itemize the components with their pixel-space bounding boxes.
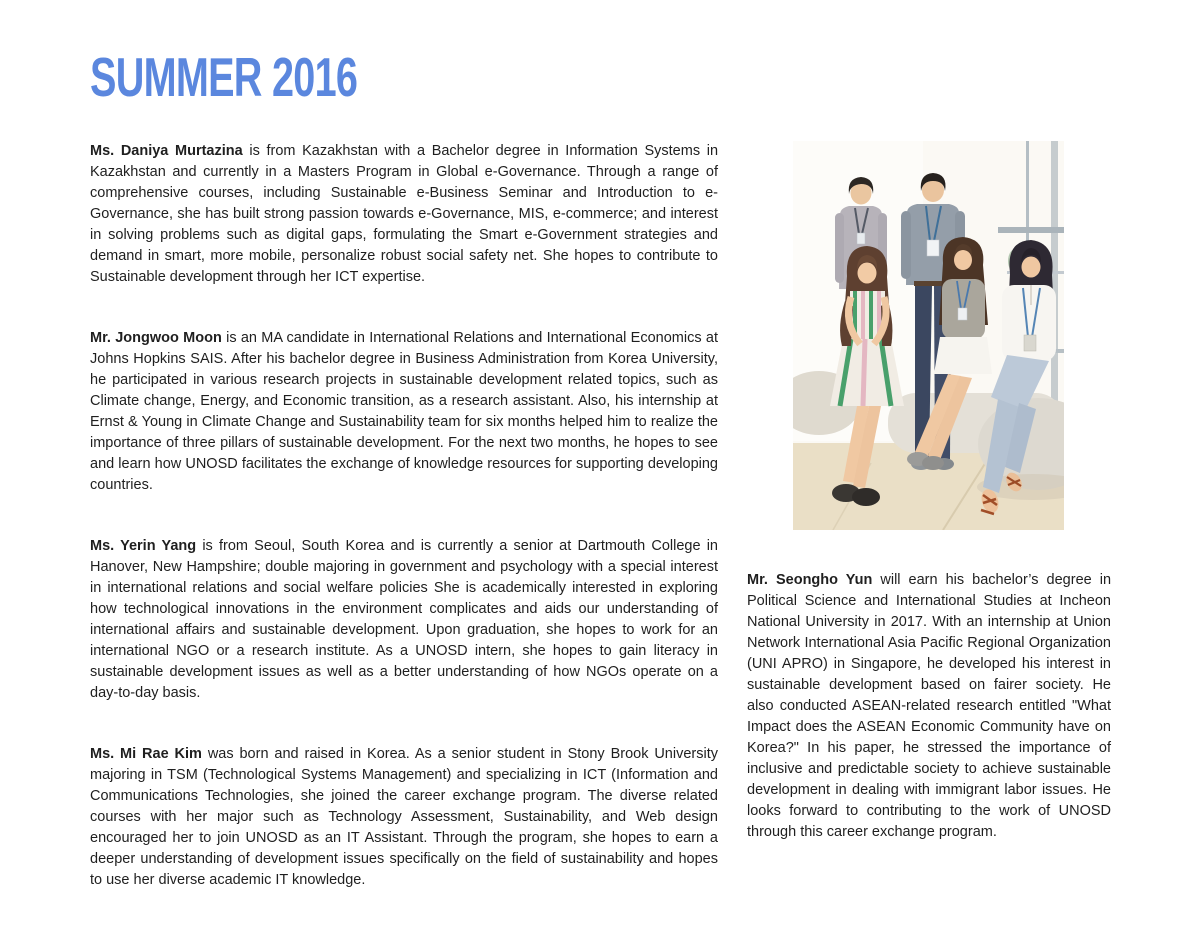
profile-yerin-yang bbox=[90, 536, 718, 704]
profile-seongho-yun bbox=[747, 570, 1111, 843]
profile-bio-text: is from Seoul, South Korea and is currently a senior at Dartmouth College in Hanover, New Hampshire; double majoring in government and psychology with a special interest in international relations and social welfare policies She is academically interested in exploring how technological innovations in the environment complicates and aids our understanding of international affairs and sustainable development. Upon graduation, she hopes to work for an international NGO or a research institute. As a UNOSD intern, she hopes to gain literacy in sustainable development issues as well as a better understanding of how NGOs operate on a day-to-day basis. bbox=[90, 538, 718, 701]
profile-mi-rae-kim bbox=[90, 744, 718, 891]
profile-name: Ms. Yerin Yang bbox=[90, 538, 197, 554]
profile-name: Ms. Mi Rae Kim bbox=[90, 746, 202, 762]
profile-daniya-murtazina bbox=[90, 141, 718, 288]
profile-bio-text: is from Kazakhstan with a Bachelor degree in Information Systems in Kazakhstan and currently in a Masters Program in Global e-Governance. Through a range of comprehensive courses, including Sustainable e-Business Seminar and Introduction to e-Governance, she has built strong passion towards e-Governance, MIS, e-commerce; and interest in solving problems such as digital gaps, formulating the Smart e-Government strategies and demand in smart, more mobile, personalize robust social safety net. She hopes to contribute to Sustainable development through her ICT expertise. bbox=[90, 143, 719, 285]
profile-name: Mr. Jongwoo Moon bbox=[90, 330, 222, 346]
profile-name: Ms. Daniya Murtazina bbox=[90, 143, 243, 159]
profiles-column-left bbox=[90, 141, 718, 931]
profile-bio-text: was born and raised in Korea. As a senior student in Stony Brook University majoring in TSM (Technological Systems Management) and specializing in ICT (Information and Communications Technologies, she joined the career exchange program. The diverse related courses with her major such as Technology Assessment, Sustainability, and Web design encouraged her to join UNOSD as an IT Assistant. Through the program, she hopes to earn a deeper understanding of development issues specifically on the field of sustainability and hopes to use her diverse academic IT knowledge. bbox=[90, 746, 718, 888]
profile-bio-text: will earn his bachelor’s degree in Political Science and International Studies at Incheon National University in 2017. With an internship at Union Network International Asia Pacific Regional Organization (UNI APRO) in Singapore, he developed his interest in sustainable development based on fairer society. He also conducted ASEAN-related research entitled "What Impact does the ASEAN Economic Community have on Korea?" In his paper, he stressed the importance of inclusive and predictable society to achieve sustainable development in dealing with immigrant labor issues. He looks forward to contributing to the work of UNOSD through this career exchange program. bbox=[747, 572, 1112, 840]
group-photo-illustration bbox=[793, 141, 1064, 530]
profile-name: Mr. Seongho Yun bbox=[747, 572, 873, 588]
page-title: SUMMER 2016 bbox=[90, 46, 358, 108]
profile-jongwoo-moon bbox=[90, 328, 718, 496]
interns-group-photo bbox=[793, 141, 1064, 530]
profile-bio-text: is an MA candidate in International Relations and International Economics at Johns Hopkins SAIS. After his bachelor degree in Business Administration from Korea University, he participated in various research projects in sustainable development related topics, such as Climate change, Energy, and Economic transition, as a research assistant. Also, his internship at Ernst & Young in Climate Change and Sustainability team for six months helped him to realize the importance of three pillars of sustainable development. For the next two months, he hopes to see and learn how UNOSD facilitates the exchange of knowledge resources for supporting developing countries. bbox=[90, 330, 718, 493]
